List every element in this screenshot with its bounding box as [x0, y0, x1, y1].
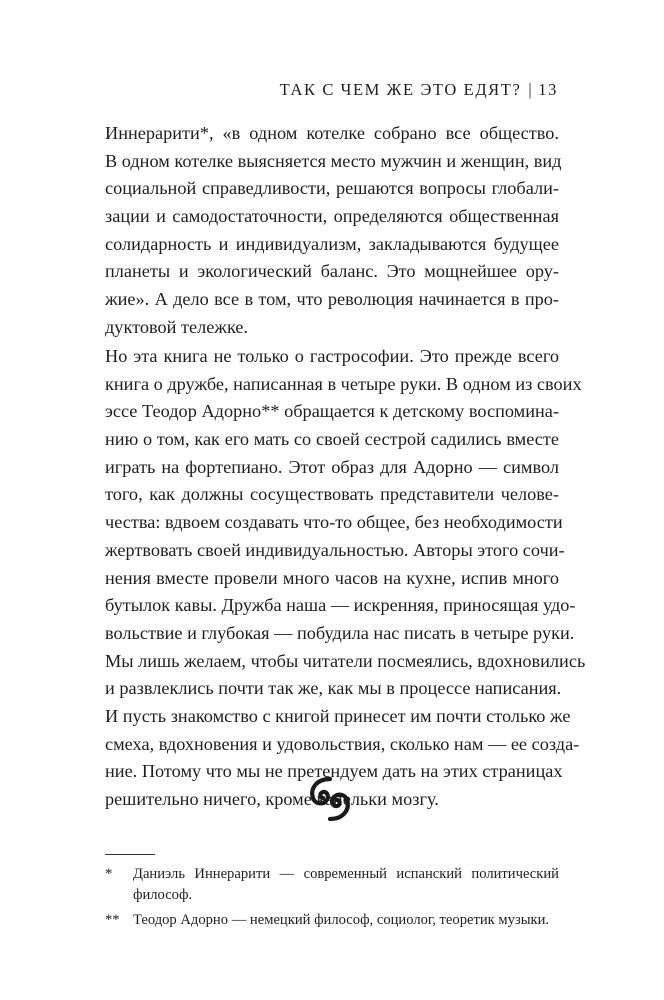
footnote-line: Даниэль Иннерарити — современный испанский политический [133, 866, 559, 882]
footnote-2 [105, 910, 559, 931]
text-line: Мы лишь желаем, чтобы читатели посмеялись, вдохновились [105, 650, 586, 671]
text-line: жертвовать своей индивидуальностью. Авторы этого сочи- [105, 539, 565, 560]
text-line: смеха, вдохновения и удовольствия, сколько нам — ее созда- [105, 733, 580, 754]
text-line: нения вместе провели много часов на кухне, испив много [105, 567, 559, 588]
chapter-title: ТАК С ЧЕМ ЖЕ ЭТО ЕДЯТ? [279, 80, 522, 99]
text-line: вольствие и глубокая — побудила нас писать в четыре руки. [105, 622, 575, 643]
publisher-logo-icon [307, 776, 353, 822]
text-line: ние. Потому что мы не претендуем дать на этих страницах [105, 761, 563, 782]
paragraph-1 [105, 120, 562, 342]
paragraph-2 [105, 343, 586, 814]
text-line: того, как должны сосуществовать представители челове- [105, 484, 559, 505]
text-line: дуктовой тележке. [105, 316, 249, 337]
running-header [280, 80, 558, 100]
header-separator: | [528, 80, 534, 99]
footnote-divider [105, 854, 155, 855]
text-line: В одном котелке выясняется место мужчин и женщин, вид [105, 150, 562, 171]
text-line: солидарность и индивидуализм, закладываются будущее [105, 233, 559, 254]
text-line: Иннерарити*, «в одном котелке собрано все общество. [105, 123, 559, 143]
text-line: и развлеклись почти так же, как мы в процессе написания. [105, 678, 562, 699]
text-line: жие». А дело все в том, что революция начинается в про- [105, 289, 559, 310]
text-line: Но эта книга не только о гастрософии. Это прежде всего [105, 346, 559, 366]
footnote-1 [105, 864, 559, 906]
footnote-mark: ** [105, 912, 120, 928]
text-line: решительно ничего, кроме капельки мозгу. [105, 789, 439, 809]
text-line: нию о том, как его мать со своей сестрой садились вместе [105, 429, 559, 450]
text-line: чества: вдвоем создавать что-то общее, без необходимости [105, 512, 563, 533]
text-line: играть на фортепиано. Этот образ для Адорно — символ [105, 456, 559, 477]
text-line: планеты и экологический баланс. Это мощнейшее ору- [105, 261, 559, 282]
text-line: И пусть знакомство с книгой принесет им почти столько же [105, 705, 571, 726]
text-line: книга о дружбе, написанная в четыре руки. В одном из своих [105, 373, 582, 394]
text-line: бутылок кавы. Дружба наша — искренняя, приносящая удо- [105, 595, 576, 616]
text-line: социальной справедливости, решаются вопросы глобали- [105, 178, 559, 199]
footnote-line: Теодор Адорно — немецкий философ, социолог, теоретик музыки. [133, 912, 550, 928]
footnote-line: философ. [133, 887, 193, 903]
text-line: эссе Теодор Адорно** обращается к детскому воспомина- [105, 401, 559, 422]
text-line: зации и самодостаточности, определяются общественная [105, 206, 559, 227]
page-number: 13 [538, 80, 558, 99]
footnote-mark: * [105, 866, 113, 882]
